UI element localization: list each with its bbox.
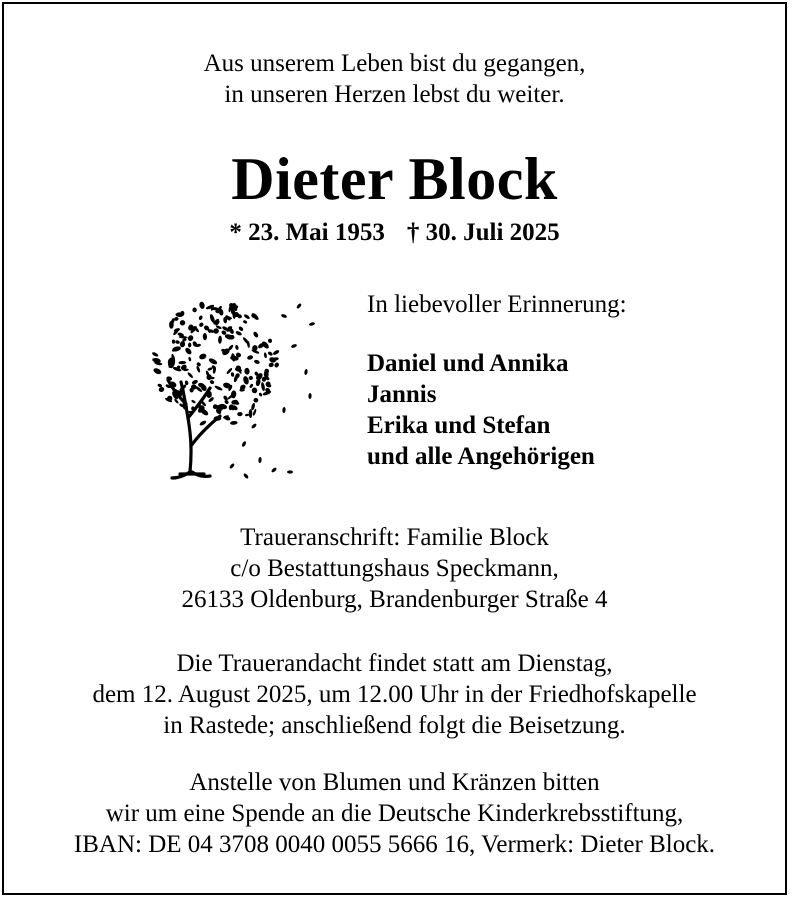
leaf — [247, 355, 254, 361]
service-line-3: in Rastede; anschließend folgt die Beisetzung. — [163, 712, 626, 739]
falling-leaf — [287, 470, 293, 473]
leaf — [179, 341, 185, 348]
donation-line-1: Anstelle von Blumen und Kränzen bitten — [189, 769, 600, 796]
leaf — [249, 383, 254, 388]
leaf — [187, 372, 194, 379]
leaf — [151, 351, 159, 357]
leaf — [198, 322, 204, 328]
death-date: † 30. Juli 2025 — [406, 219, 560, 246]
leaf — [251, 387, 258, 394]
falling-leaf — [304, 369, 308, 375]
leaf — [249, 409, 253, 418]
leaf — [214, 385, 223, 391]
donation-request — [4, 767, 785, 860]
falling-leaf — [291, 343, 298, 348]
leaf — [252, 331, 259, 339]
leaf — [230, 421, 238, 426]
leaf — [244, 368, 250, 375]
falling-leaf — [282, 407, 286, 413]
falling-leaf — [243, 473, 249, 480]
remembrance-heading: In liebevoller Erinnerung: — [367, 291, 627, 318]
leaf — [264, 352, 268, 358]
leaf — [209, 379, 215, 384]
leaf — [267, 351, 273, 357]
leaf — [231, 372, 235, 377]
leaf — [191, 379, 198, 385]
leaf — [184, 347, 193, 356]
leaf — [187, 334, 195, 342]
leaf — [188, 357, 192, 362]
address-line-2: c/o Bestattungshaus Speckmann, — [230, 555, 559, 582]
obituary-frame — [2, 2, 787, 895]
birth-date: * 23. Mai 1953 — [229, 219, 385, 246]
leaf — [268, 362, 274, 368]
mourning-address — [4, 522, 785, 615]
leaf — [242, 375, 249, 385]
mourner-4: und alle Angehörigen — [367, 443, 595, 470]
motto — [4, 48, 785, 110]
leaf — [242, 336, 250, 345]
leaf — [248, 375, 254, 381]
leaf — [208, 357, 218, 365]
leaf — [192, 307, 197, 312]
address-line-1: Traueranschrift: Familie Block — [240, 524, 549, 551]
mourners-list — [367, 348, 595, 472]
leaf — [258, 392, 262, 397]
leaf — [199, 420, 207, 427]
falling-leaf — [308, 393, 312, 399]
tree-icon — [134, 276, 344, 494]
motto-line-2: in unseren Herzen lebst du weiter. — [224, 81, 565, 108]
leaf — [169, 321, 174, 329]
mourner-2: Jannis — [367, 381, 437, 408]
leaf — [175, 340, 180, 345]
leaf — [253, 359, 260, 365]
tree-leaves — [151, 301, 315, 479]
donation-line-3: IBAN: DE 04 3708 0040 0055 5666 16, Vermerk: Dieter Block. — [73, 831, 716, 858]
leaf — [179, 320, 185, 326]
leaf — [243, 314, 250, 320]
deceased-name: Dieter Block — [231, 146, 558, 212]
service-line-1: Die Trauerandacht findet statt am Dienstag, — [176, 650, 613, 677]
falling-leaf — [229, 463, 235, 470]
leaf — [245, 413, 250, 416]
leaf — [235, 330, 242, 336]
leaf — [178, 361, 186, 364]
address-line-3: 26133 Oldenburg, Brandenburger Straße 4 — [181, 586, 608, 613]
leaf — [268, 338, 273, 343]
leaf — [243, 320, 248, 325]
leaf — [199, 301, 206, 309]
leaf — [260, 382, 265, 391]
motto-line-1: Aus unserem Leben bist du gegangen, — [203, 50, 586, 77]
falling-leaf — [309, 322, 316, 327]
falling-leaf — [258, 457, 262, 463]
donation-line-2: wir um eine Spende an die Deutsche Kinderkrebsstiftung, — [105, 800, 684, 827]
leaf — [203, 333, 207, 340]
leaf — [274, 362, 280, 369]
leaf — [188, 342, 192, 347]
service-line-2: dem 12. August 2025, um 12.00 Uhr in der Friedhofskapelle — [92, 681, 697, 708]
leaf — [213, 328, 219, 334]
falling-leaf — [271, 467, 278, 473]
falling-leaf — [251, 423, 258, 429]
mourner-3: Erika und Stefan — [367, 412, 551, 439]
falling-leaf — [281, 313, 288, 318]
leaf — [238, 326, 244, 332]
funeral-service-info — [4, 648, 785, 741]
leaf — [158, 386, 165, 393]
leaf — [235, 345, 239, 351]
leaf — [191, 399, 196, 403]
leaf — [198, 353, 207, 361]
leaf — [172, 339, 175, 343]
falling-leaf — [241, 441, 247, 448]
mourner-1: Daniel und Annika — [367, 350, 569, 377]
leaf — [237, 412, 243, 416]
leaf — [218, 336, 222, 344]
leaf — [196, 365, 201, 373]
leaf — [272, 349, 280, 356]
life-dates — [4, 218, 785, 248]
falling-leaf — [296, 303, 302, 310]
leaf — [253, 398, 258, 403]
leaf — [198, 315, 203, 321]
